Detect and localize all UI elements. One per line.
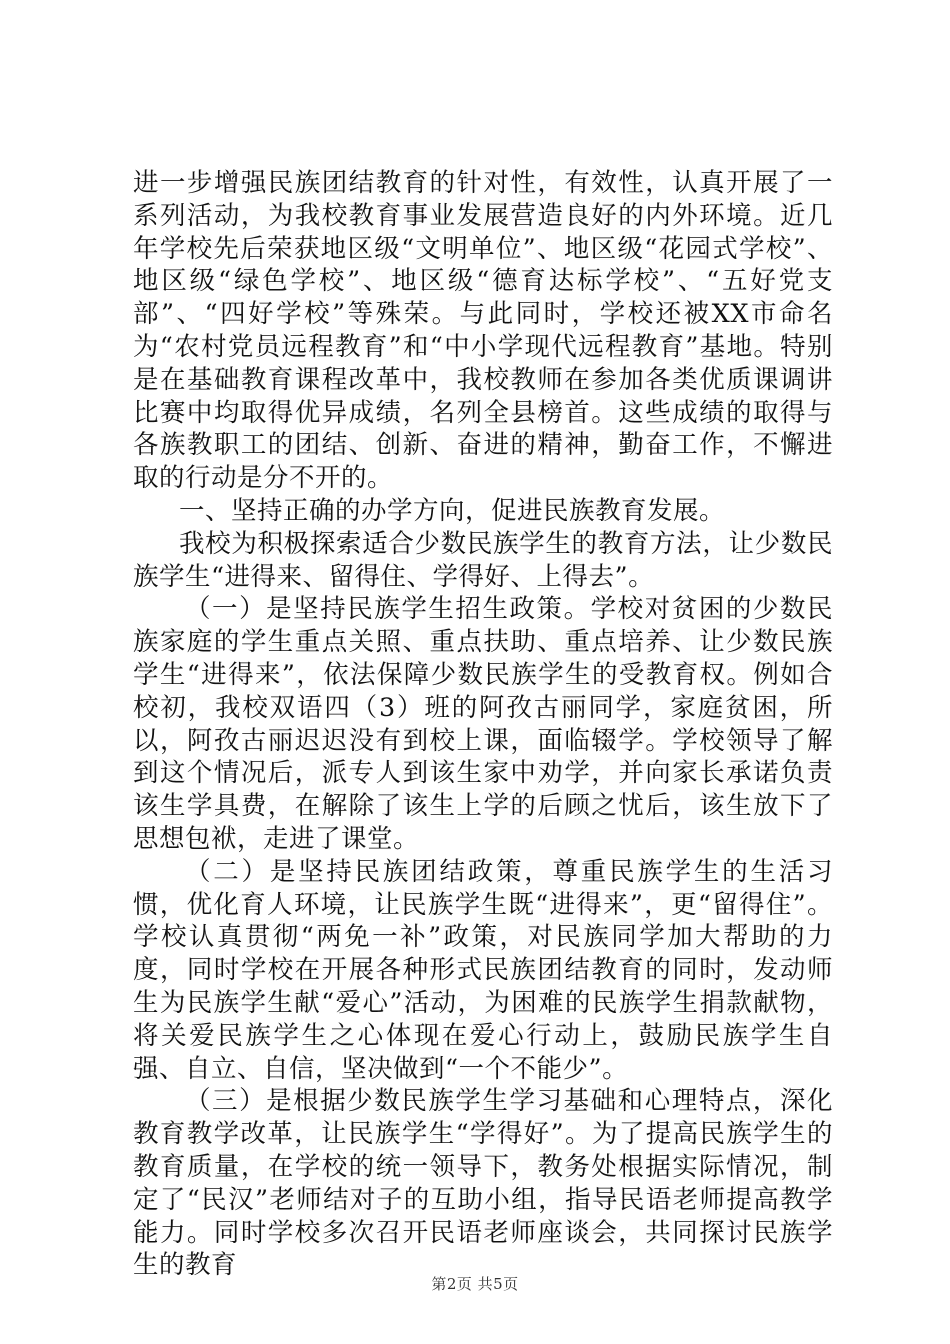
document-body	[133, 167, 833, 1282]
paragraph-item-3: （三）是根据少数民族学生学习基础和心理特点，深化教育教学改革，让民族学生“学得好”。为了提高民族学生的教育质量，在学校的统一领导下，教务处根据实际情况，制定了“民汉”老师结对子的互助小组，指导民语老师提高教学能力。同时学校多次召开民语老师座谈会，共同探讨民族学生的教育	[133, 1086, 833, 1281]
page-footer: 第2页 共5页	[431, 1275, 519, 1293]
section-heading: 一、坚持正确的办学方向，促进民族教育发展。	[179, 495, 726, 526]
paragraph-intro: 我校为积极探索适合少数民族学生的教育方法，让少数民族学生“进得来、留得住、学得好、上得去”。	[133, 528, 833, 592]
paragraph-continuation: 进一步增强民族团结教育的针对性，有效性，认真开展了一系列活动，为我校教育事业发展营造良好的内外环境。近几年学校先后荣获地区级“文明单位”、地区级“花园式学校”、地区级“绿色学校”、地区级“德育达标学校”、“五好党支部”、“四好学校”等殊荣。与此同时，学校还被XX市命名为“农村党员远程教育”和“中小学现代远程教育”基地。特别是在基础教育课程改革中，我校教师在参加各类优质课调讲比赛中均取得优异成绩，名列全县榜首。这些成绩的取得与各族教职工的团结、创新、奋进的精神，勤奋工作，不懈进取的行动是分不开的。	[133, 168, 833, 494]
paragraph-item-2: （二）是坚持民族团结政策，尊重民族学生的生活习惯，优化育人环境，让民族学生既“进得来”，更“留得住”。学校认真贯彻“两免一补”政策，对民族同学加大帮助的力度，同时学校在开展各种形式民族团结教育的同时，发动师生为民族学生献“爱心”活动，为困难的民族学生捐款献物，将关爱民族学生之心体现在爱心行动上，鼓励民族学生自强、自立、自信，坚决做到“一个不能少”。	[133, 856, 833, 1084]
paragraph-item-1: （一）是坚持民族学生招生政策。学校对贫困的少数民族家庭的学生重点关照、重点扶助、重点培养、让少数民族学生“进得来”，依法保障少数民族学生的受教育权。例如合校初，我校双语四（3）班的阿孜古丽同学，家庭贫困，所以，阿孜古丽迟迟没有到校上课，面临辍学。学校领导了解到这个情况后，派专人到该生家中劝学，并向家长承诺负责该生学具费，在解除了该生上学的后顾之忧后，该生放下了思想包袱，走进了课堂。	[133, 594, 833, 854]
